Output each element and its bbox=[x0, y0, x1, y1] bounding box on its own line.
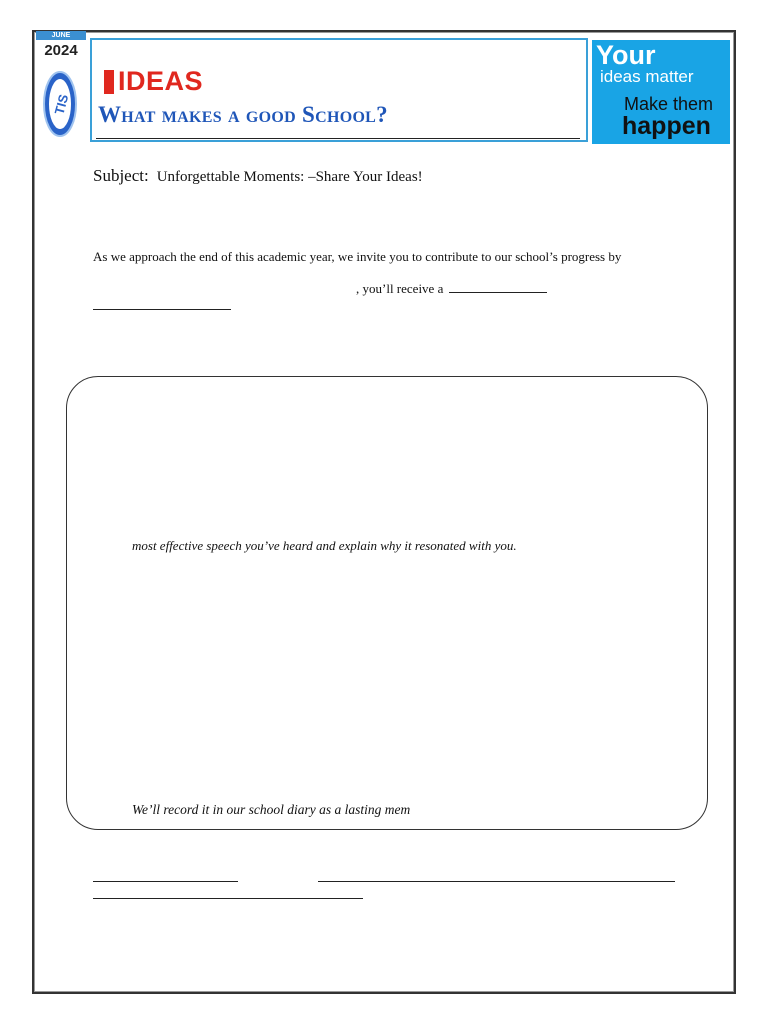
slogan-banner bbox=[592, 40, 730, 144]
reward-blank[interactable] bbox=[449, 280, 547, 293]
signature-blank[interactable] bbox=[93, 898, 363, 899]
badge-month: JUNE bbox=[36, 31, 86, 40]
ideas-heading bbox=[104, 68, 203, 95]
receive-line bbox=[356, 280, 547, 297]
intro-paragraph: As we approach the end of this academic year, we invite you to contribute to our school’s progress by bbox=[93, 249, 622, 264]
speech-prompt: most effective speech you’ve heard and explain why it resonated with you. bbox=[132, 538, 517, 553]
slogan-happen: happen bbox=[622, 112, 711, 140]
title-box bbox=[90, 38, 588, 142]
subject-line bbox=[93, 166, 423, 186]
title-underline bbox=[96, 138, 580, 139]
slogan-ideas-matter: ideas matter bbox=[600, 67, 694, 86]
slogan-make-them: Make them bbox=[624, 94, 714, 114]
badge-year: 2024 bbox=[44, 42, 78, 59]
speech-closing: We’ll record it in our school diary as a lasting mem bbox=[132, 802, 411, 817]
ideas-bar bbox=[104, 70, 114, 94]
subject-value: Unforgettable Moments: –Share Your Ideas! bbox=[156, 169, 423, 185]
svg-text:TIS: TIS bbox=[51, 92, 72, 117]
ideas-title: IDEAS bbox=[118, 66, 204, 96]
slogan-your: Your bbox=[596, 40, 656, 70]
fill-in-blank[interactable] bbox=[93, 309, 231, 310]
name-blank[interactable] bbox=[93, 881, 238, 882]
question-title: What makes a good School? bbox=[98, 102, 388, 127]
receive-text: , you’ll receive a bbox=[356, 281, 444, 296]
school-crest-icon bbox=[42, 69, 78, 139]
subject-label: Subject: bbox=[93, 166, 149, 185]
speech-answer-box[interactable] bbox=[66, 376, 708, 830]
class-blank[interactable] bbox=[318, 881, 675, 882]
issue-badge bbox=[36, 31, 86, 117]
